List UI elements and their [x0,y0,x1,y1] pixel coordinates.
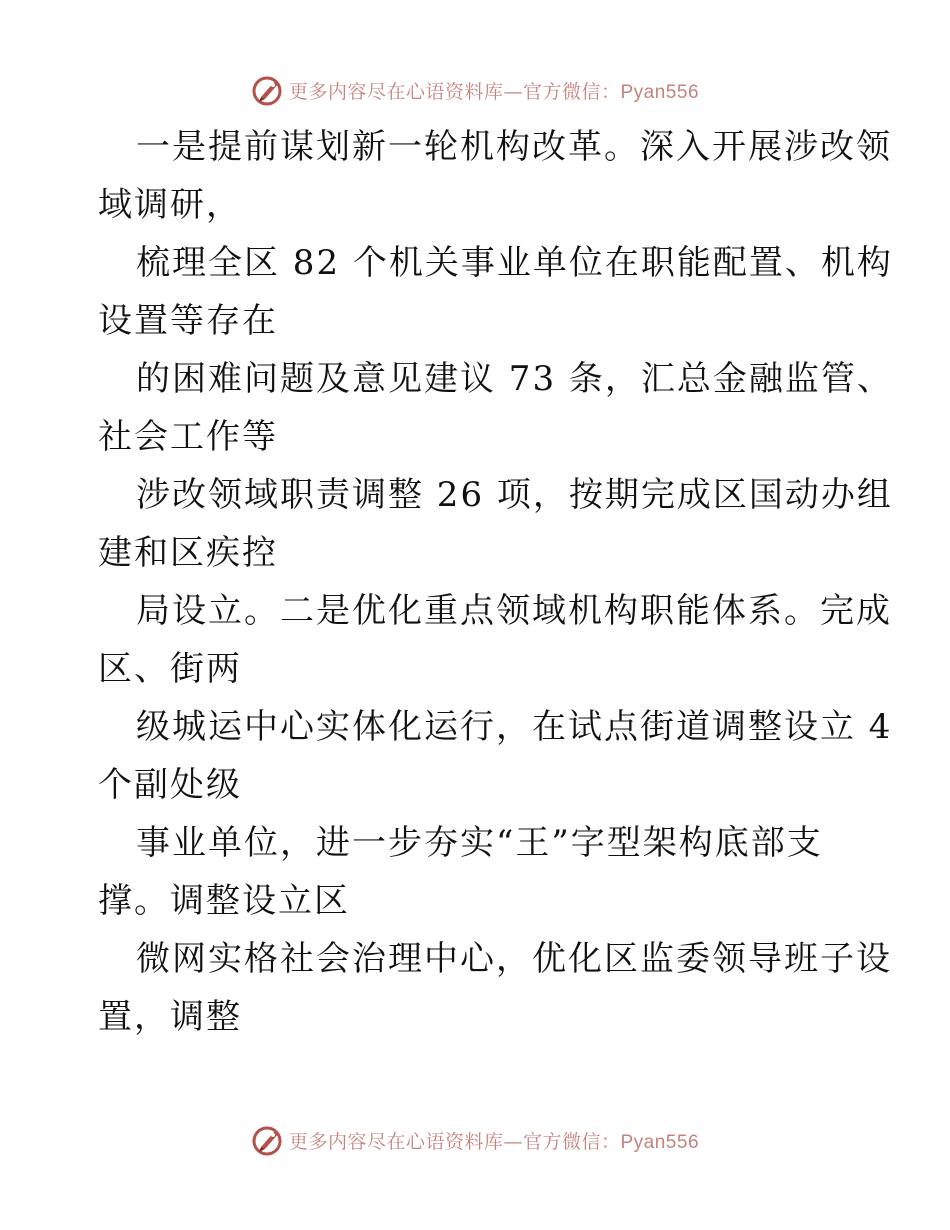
paragraph-line: 的困难问题及意见建议 73 条，汇总金融监管、 [136,359,893,399]
paragraph-line: 涉改领域职责调整 26 项，按期完成区国动办组 [136,475,893,515]
footer-banner [0,1120,950,1160]
paragraph-line: 级城运中心实体化运行，在试点街道调整设立 4 [136,707,893,747]
header-banner-id: Pyan556 [620,81,700,103]
paragraph-line: 置，调整 [98,997,242,1037]
footer-banner-id: Pyan556 [620,1131,700,1153]
header-banner-label: 更多内容尽在心语资料库—官方微信： [288,80,621,103]
paragraph-line: 事业单位，进一步夯实“王”字型架构底部支 [136,823,823,863]
footer-banner-text [289,1127,699,1154]
paragraph-line: 梳理全区 82 个机关事业单位在职能配置、机构 [136,243,893,283]
paragraph-line: 设置等存在 [98,301,278,341]
paragraph-line: 一是提前谋划新一轮机构改革。深入开展涉改领 [136,127,892,167]
paragraph-line: 建和区疾控 [98,533,278,573]
pen-logo-icon [251,1123,285,1157]
paragraph-line: 域调研， [98,185,242,225]
paragraph-line: 社会工作等 [98,417,278,457]
paragraph-line: 个副处级 [98,765,242,805]
header-banner-text [289,77,699,104]
paragraph-line: 区、街两 [98,649,242,689]
document-body [98,118,893,1046]
header-banner [0,70,950,110]
footer-banner-label: 更多内容尽在心语资料库—官方微信： [288,1130,621,1153]
paragraph-line: 微网实格社会治理中心，优化区监委领导班子设 [136,939,892,979]
paragraph-line: 局设立。二是优化重点领域机构职能体系。完成 [136,591,892,631]
paragraph-line: 撑。调整设立区 [98,881,350,921]
pen-logo-icon [251,73,285,107]
